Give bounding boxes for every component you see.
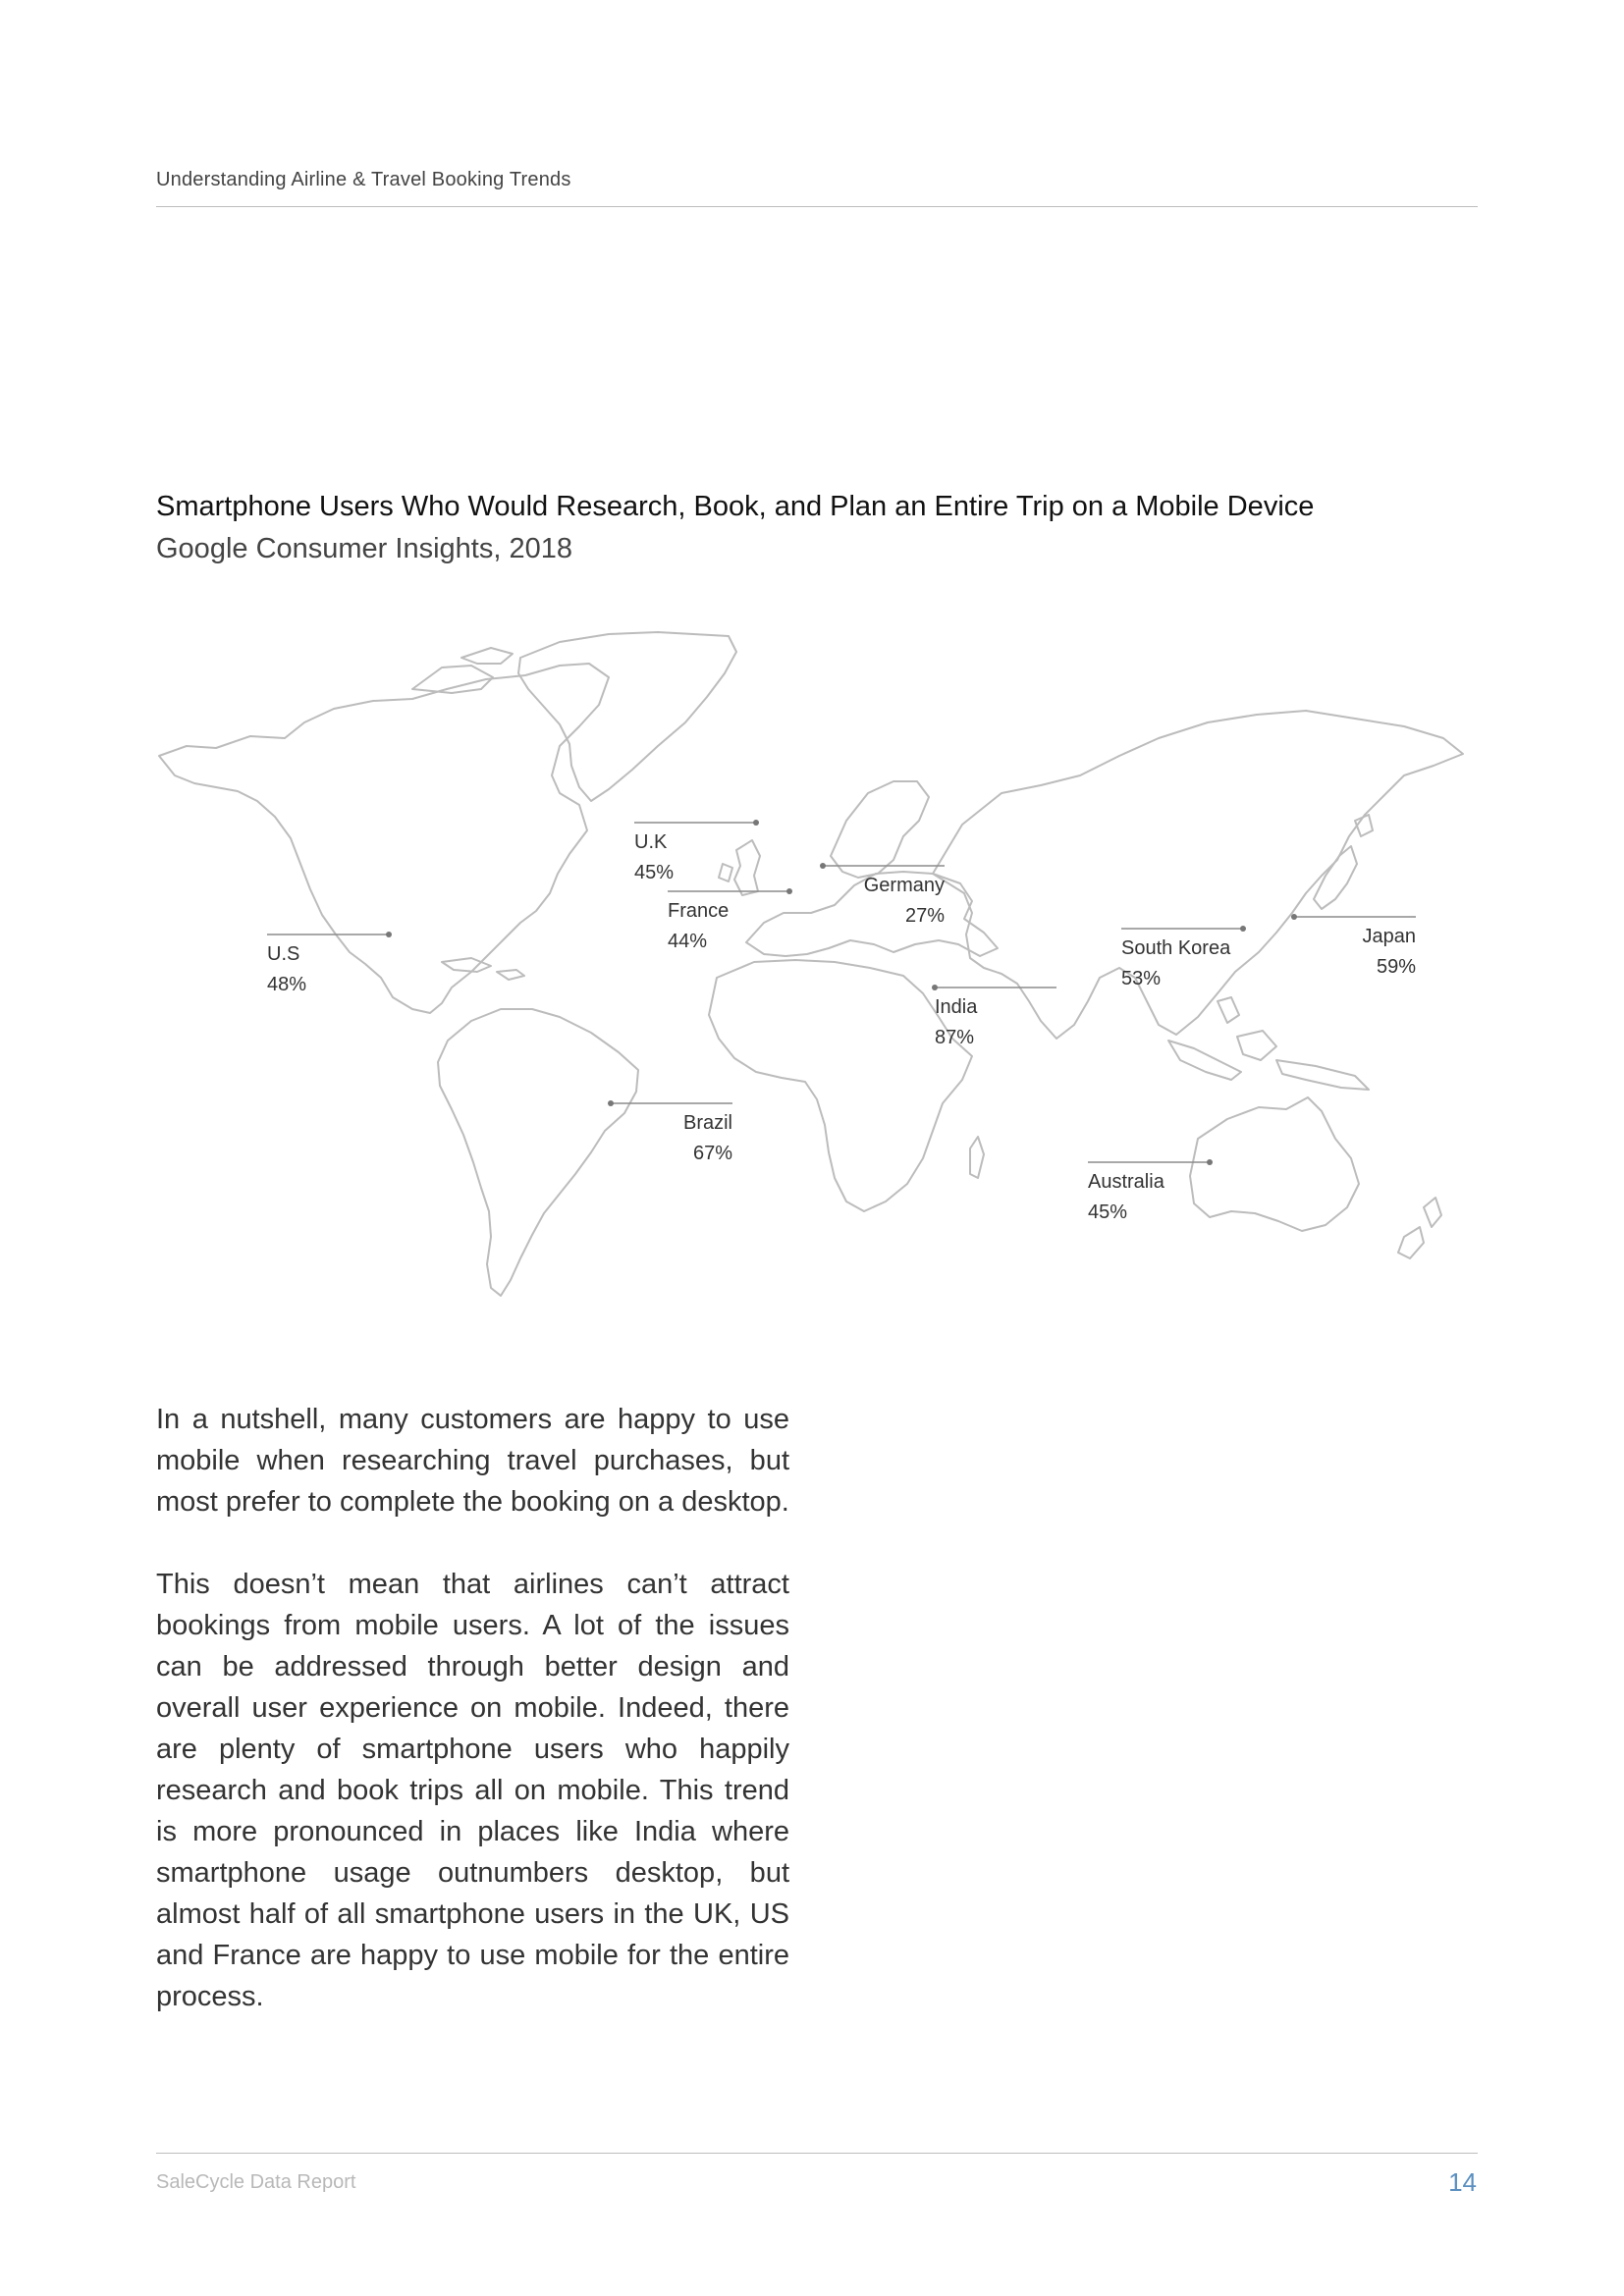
callout-india-value: 87% xyxy=(935,1027,975,1048)
callout-germany-country: Germany xyxy=(863,875,945,896)
callout-uk xyxy=(634,820,759,883)
footer-divider xyxy=(156,2153,1478,2154)
header-divider xyxy=(156,206,1478,207)
callout-brazil-value: 67% xyxy=(692,1143,732,1164)
body-paragraph-1: In a nutshell, many customers are happy to use mobile when researching travel purchases, but most prefer to complete the booking on a desktop. xyxy=(156,1404,789,1518)
callout-france-marker xyxy=(786,888,792,894)
africa-outline xyxy=(709,960,975,1211)
callout-south-korea-marker xyxy=(1240,926,1246,932)
north-america-outline xyxy=(159,664,609,1013)
callout-japan-value: 59% xyxy=(1376,956,1416,978)
body-paragraph-2: This doesn’t mean that airlines can’t attract bookings from mobile users. A lot of the issues can be addressed through better design and overall user experience on mobile. Indeed, there are plenty of smartphone users who happily research and book trips all on mobile. This trend is more pronounced in places like India where smartphone usage outnumbers desktop, but almost half of all smartphone users in the UK, US and France are happy to use mobile for the entire process. xyxy=(156,1569,789,2012)
callout-uk-marker xyxy=(753,820,759,826)
callout-us xyxy=(267,932,392,995)
figure-title: Smartphone Users Who Would Research, Book, and Plan an Entire Trip on a Mobile Device xyxy=(156,491,1315,522)
callout-us-country: U.S xyxy=(267,943,300,965)
south-america-outline xyxy=(438,1009,638,1296)
callout-japan-marker xyxy=(1291,914,1297,920)
callout-australia-marker xyxy=(1207,1159,1213,1165)
figure-subtitle: Google Consumer Insights, 2018 xyxy=(156,533,572,564)
callout-france-country: France xyxy=(668,900,730,922)
madagascar-outline xyxy=(970,1137,984,1178)
uk-outline xyxy=(719,840,760,895)
callout-australia-country: Australia xyxy=(1088,1171,1164,1193)
callout-india-country: India xyxy=(935,996,978,1018)
new-zealand-outline xyxy=(1398,1198,1441,1258)
page-number: 14 xyxy=(1448,2167,1477,2197)
callout-south-korea-value: 53% xyxy=(1121,968,1162,989)
continent-outlines xyxy=(159,632,1463,1296)
arctic-islands-outline xyxy=(412,648,513,693)
scandinavia-outline xyxy=(831,781,929,878)
world-map xyxy=(147,628,1483,1315)
running-header: Understanding Airline & Travel Booking Trends xyxy=(156,169,571,190)
southeast-asia-islands-outline xyxy=(1168,997,1369,1090)
callout-brazil-marker xyxy=(608,1100,614,1106)
callout-india-marker xyxy=(932,985,938,990)
callout-australia xyxy=(1088,1159,1213,1223)
callout-france-value: 44% xyxy=(668,931,708,952)
callout-us-marker xyxy=(386,932,392,937)
footer-report-label: SaleCycle Data Report xyxy=(156,2171,356,2193)
australia-outline xyxy=(1190,1097,1359,1231)
callout-uk-value: 45% xyxy=(634,862,675,883)
callout-japan xyxy=(1291,914,1416,978)
callout-us-value: 48% xyxy=(267,974,307,995)
asia-outline xyxy=(933,711,1463,1039)
callout-germany-value: 27% xyxy=(904,905,945,927)
callout-germany-marker xyxy=(820,863,826,869)
callout-japan-country: Japan xyxy=(1362,926,1416,947)
callout-australia-value: 45% xyxy=(1088,1201,1128,1223)
japan-outline xyxy=(1314,815,1373,909)
world-map-svg xyxy=(147,628,1483,1315)
callout-south-korea-country: South Korea xyxy=(1121,937,1231,959)
callout-uk-country: U.K xyxy=(634,831,668,853)
callout-france xyxy=(668,888,792,952)
callout-south-korea xyxy=(1121,926,1246,989)
callout-brazil-country: Brazil xyxy=(682,1112,732,1134)
